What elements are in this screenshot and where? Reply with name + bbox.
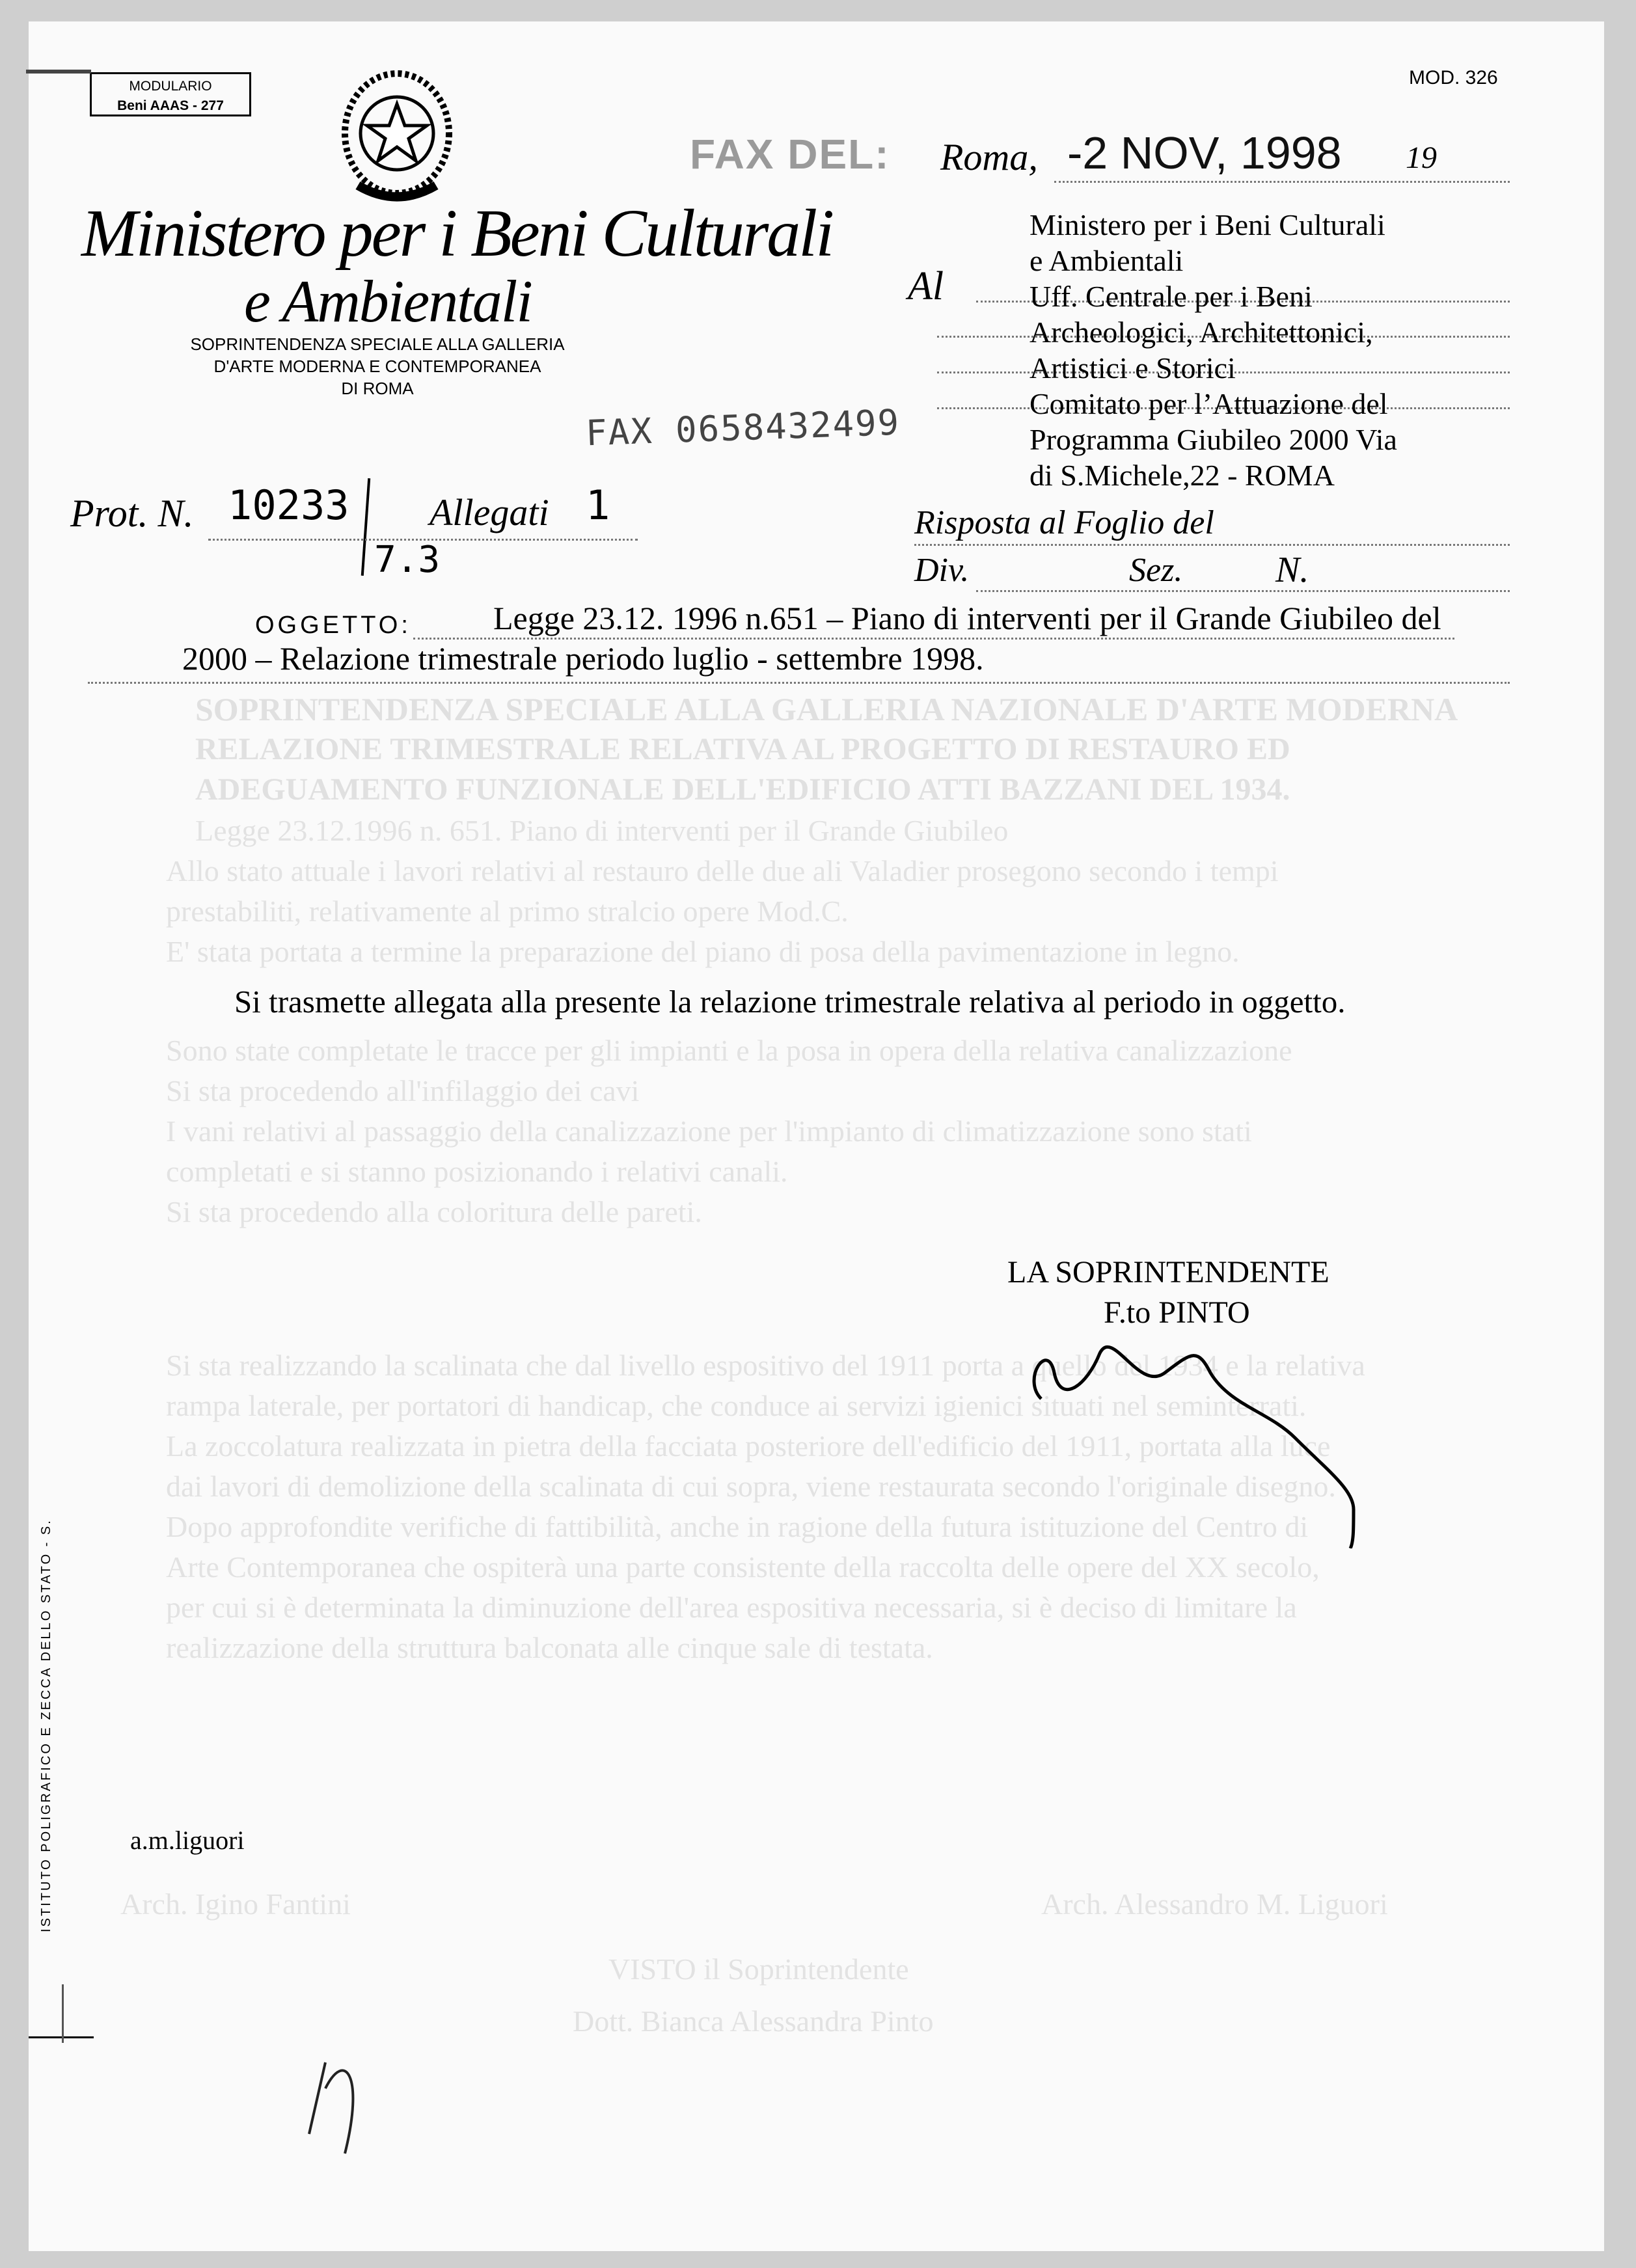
- address-line-text: Artistici e Storici: [1029, 351, 1236, 385]
- show-through-line: La zoccolatura realizzata in pietra della facciata posteriore dell'edificio del 1911, portata alla luce: [166, 1429, 1331, 1463]
- protocol-label: Prot. N.: [70, 492, 194, 535]
- signatory-title: LA SOPRINTENDENTE: [1007, 1255, 1329, 1289]
- show-through-line: Dopo approfondite verifiche di fattibilità, anche in ragione della futura istituzione del Centro di: [166, 1510, 1309, 1543]
- address-line-text: Uff. Centrale per i Beni: [1029, 280, 1313, 313]
- fax-stamp: FAX DEL:: [690, 131, 890, 178]
- show-through-line: dai lavori di demolizione della scalinata di cui sopra, viene restaurata secondo l'originale disegno.: [166, 1470, 1336, 1503]
- show-through-sign-left: Arch. Igino Fantini: [120, 1887, 351, 1921]
- recipient-label: Al: [908, 264, 944, 308]
- office-line: D'ARTE MODERNA E CONTEMPORANEA: [213, 357, 541, 376]
- address-line-text: e Ambientali: [1029, 244, 1184, 277]
- reply-line: [914, 544, 1510, 546]
- date-line: [1054, 181, 1510, 183]
- form-code-line2: Beni AAAS - 277: [117, 98, 224, 113]
- date-stamp: -2 NOV, 1998: [1067, 128, 1342, 178]
- form-code-line1: MODULARIO: [129, 79, 212, 94]
- body-text: Si trasmette allegata alla presente la relazione trimestrale relativa al periodo in oggetto.: [234, 984, 1346, 1019]
- fold-mark: [62, 1984, 64, 2043]
- subject-line-2: 2000 – Relazione trimestrale periodo luglio - settembre 1998.: [182, 640, 984, 677]
- show-through-line: rampa laterale, per portatori di handicap, che conduce ai servizi igienici situati nel seminterrati.: [166, 1389, 1307, 1422]
- ministry-title: Ministero per i Beni Culturali: [81, 196, 833, 271]
- office-line: SOPRINTENDENZA SPECIALE ALLA GALLERIA: [190, 334, 565, 354]
- subject-dotted-line: [88, 682, 1510, 684]
- show-through-line: Arte Contemporanea che ospiterà una parte consistente della raccolta delle opere del XX secolo,: [166, 1550, 1320, 1584]
- printer-margin-text: ISTITUTO POLIGRAFICO E ZECCA DELLO STATO - S.: [39, 1519, 53, 1932]
- show-through-line: I vani relativi al passaggio della canalizzazione per l'impianto di climatizzazione sono stati: [166, 1114, 1252, 1148]
- recipient-address: [1029, 207, 1397, 493]
- handwritten-mark-icon: [306, 2049, 377, 2160]
- show-through-line: realizzazione della struttura balconata alle cinque sale di testata.: [166, 1631, 933, 1664]
- show-through-line: Si sta realizzando la scalinata che dal livello espositivo del 1911 porta a quello del 1934 e la relativa: [166, 1349, 1365, 1382]
- section-label: Sez.: [1129, 552, 1183, 589]
- protocol-number: 10233: [228, 481, 349, 529]
- show-through-visto-name: Dott. Bianca Alessandra Pinto: [573, 2005, 934, 2038]
- show-through-line: prestabiliti, relativamente al primo stralcio opere Mod.C.: [166, 895, 849, 928]
- office-name: [176, 333, 579, 399]
- form-model-number: MOD. 326: [1409, 67, 1498, 88]
- show-through-line: Si sta procedendo alla coloritura delle pareti.: [166, 1195, 702, 1228]
- subject-line-1: Legge 23.12. 1996 n.651 – Piano di interventi per il Grande Giubileo del: [493, 600, 1441, 636]
- show-through-line: Sono state completate le tracce per gli impianti e la posa in opera della relativa canalizzazione: [166, 1034, 1292, 1067]
- attachments-count: 1: [586, 481, 610, 529]
- reply-reference-label: Risposta al Foglio del: [914, 504, 1214, 541]
- show-through-line: completati e si stanno posizionando i relativi canali.: [166, 1155, 788, 1188]
- show-through-sign-right: Arch. Alessandro M. Liguori: [1041, 1887, 1388, 1921]
- show-through-line: per cui si è determinata la diminuzione dell'area espositiva necessaria, si è deciso di limitare la: [166, 1591, 1297, 1624]
- show-through-visto: VISTO il Soprintendente: [608, 1952, 909, 1986]
- show-through-line: Si sta procedendo all'infilaggio dei cavi: [166, 1074, 640, 1107]
- show-through-title: RELAZIONE TRIMESTRALE RELATIVA AL PROGETTO DI RESTAURO ED: [195, 732, 1290, 766]
- attachments-label: Allegati: [429, 491, 549, 533]
- show-through-title: Legge 23.12.1996 n. 651. Piano di interventi per il Grande Giubileo: [195, 814, 1009, 847]
- staple-mark: [26, 70, 91, 74]
- protocol-line: [208, 539, 638, 541]
- address-line-text: Ministero per i Beni Culturali: [1029, 208, 1385, 241]
- show-through-title: ADEGUAMENTO FUNZIONALE DELL'EDIFICIO ATTI BAZZANI DEL 1934.: [195, 772, 1290, 807]
- place-label: Roma,: [940, 136, 1038, 178]
- subject-dotted-line: [413, 638, 1454, 640]
- typist-initials: a.m.liguori: [130, 1826, 245, 1855]
- italian-republic-emblem-icon: [332, 68, 462, 208]
- address-line-text: Programma Giubileo 2000 Via: [1029, 423, 1397, 456]
- number-label: N.: [1275, 550, 1309, 590]
- ministry-title-2: e Ambientali: [244, 268, 532, 334]
- show-through-line: Allo stato attuale i lavori relativi al restauro delle due ali Valadier prosegono secondo i tempi: [166, 854, 1279, 887]
- address-line-text: Comitato per l’Attuazione del: [1029, 387, 1388, 420]
- subject-label: OGGETTO:: [255, 612, 411, 639]
- division-line: [976, 590, 1510, 592]
- office-line: DI ROMA: [341, 379, 414, 398]
- form-code-box: [90, 72, 251, 116]
- fold-mark: [29, 2036, 94, 2038]
- year-prefix: 19: [1406, 141, 1437, 175]
- signatory-name: F.to PINTO: [1104, 1295, 1250, 1330]
- address-line-text: di S.Michele,22 - ROMA: [1029, 459, 1335, 492]
- address-line-text: Archeologici, Architettonici,: [1029, 316, 1373, 349]
- show-through-heading: SOPRINTENDENZA SPECIALE ALLA GALLERIA NAZIONALE D'ARTE MODERNA: [195, 691, 1458, 727]
- handwritten-signature-icon: [1015, 1334, 1380, 1548]
- protocol-subnumber: 7.3: [374, 539, 441, 581]
- show-through-line: E' stata portata a termine la preparazione del piano di posa della pavimentazione in legno.: [166, 935, 1240, 968]
- handwritten-fax-number: FAX 0658432499: [585, 401, 901, 454]
- division-label: Div.: [914, 552, 970, 589]
